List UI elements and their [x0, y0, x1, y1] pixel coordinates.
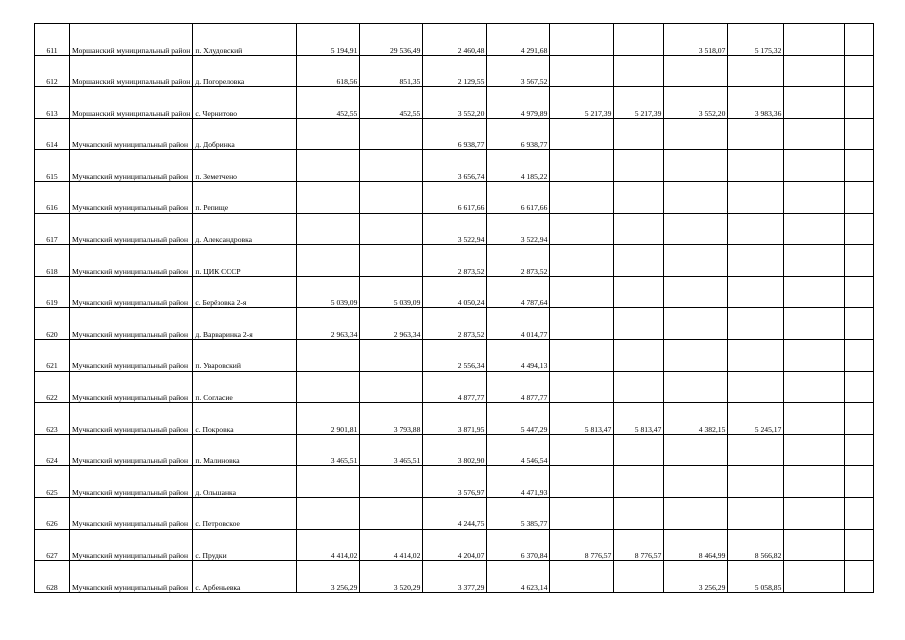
row-number-cell: 617: [35, 213, 70, 245]
value-cell: [664, 213, 728, 245]
value-cell: [664, 497, 728, 529]
value-cell: [297, 371, 360, 403]
value-cell: 3 567,52: [487, 55, 550, 87]
value-cell: [360, 466, 423, 498]
table-row: [35, 55, 874, 87]
value-cell: [728, 181, 784, 213]
table-row: [35, 245, 874, 277]
value-cell: [728, 371, 784, 403]
value-cell: 452,55: [297, 87, 360, 119]
value-cell: [784, 466, 845, 498]
settlement-cell: д. Александровка: [193, 213, 297, 245]
value-cell: [297, 466, 360, 498]
value-cell: [664, 150, 728, 182]
value-cell: [550, 213, 614, 245]
value-cell: 5 245,17: [728, 403, 784, 435]
value-cell: [297, 245, 360, 277]
value-cell: 4 291,68: [487, 24, 550, 56]
value-cell: [614, 466, 664, 498]
value-cell: 3 465,51: [360, 434, 423, 466]
value-cell: 4 050,24: [423, 276, 487, 308]
value-cell: [784, 213, 845, 245]
value-cell: [845, 339, 874, 371]
table-row: [35, 529, 874, 561]
row-number-cell: 623: [35, 403, 70, 435]
value-cell: 6 938,77: [487, 118, 550, 150]
value-cell: [614, 245, 664, 277]
value-cell: [664, 466, 728, 498]
value-cell: [360, 245, 423, 277]
settlement-cell: с. Покровка: [193, 403, 297, 435]
table-row: [35, 213, 874, 245]
value-cell: [550, 308, 614, 340]
value-cell: 4 204,07: [423, 529, 487, 561]
value-cell: 3 518,07: [664, 24, 728, 56]
value-cell: [614, 55, 664, 87]
row-number-cell: 611: [35, 24, 70, 56]
value-cell: 3 793,88: [360, 403, 423, 435]
value-cell: 29 536,49: [360, 24, 423, 56]
value-cell: [845, 308, 874, 340]
value-cell: [845, 466, 874, 498]
value-cell: [297, 150, 360, 182]
value-cell: [784, 308, 845, 340]
value-cell: 5 217,39: [614, 87, 664, 119]
value-cell: 6 370,84: [487, 529, 550, 561]
value-cell: [845, 181, 874, 213]
settlement-cell: п. Согласие: [193, 371, 297, 403]
value-cell: [360, 213, 423, 245]
value-cell: 5 447,29: [487, 403, 550, 435]
value-cell: 6 617,66: [423, 181, 487, 213]
value-cell: [664, 181, 728, 213]
value-cell: [360, 497, 423, 529]
value-cell: [845, 434, 874, 466]
value-cell: [614, 213, 664, 245]
value-cell: [784, 371, 845, 403]
value-cell: [360, 118, 423, 150]
district-cell: Мучкапский муниципальный район: [70, 181, 193, 213]
value-cell: 2 901,81: [297, 403, 360, 435]
district-cell: Мучкапский муниципальный район: [70, 213, 193, 245]
district-cell: Мучкапский муниципальный район: [70, 276, 193, 308]
value-cell: [614, 308, 664, 340]
value-cell: 3 983,36: [728, 87, 784, 119]
settlement-cell: п. Уваровский: [193, 339, 297, 371]
table-row: [35, 561, 874, 593]
value-cell: 618,56: [297, 55, 360, 87]
value-cell: 5 813,47: [614, 403, 664, 435]
value-cell: 2 963,34: [297, 308, 360, 340]
value-cell: 3 522,94: [423, 213, 487, 245]
value-cell: [297, 497, 360, 529]
district-cell: Мучкапский муниципальный район: [70, 561, 193, 593]
value-cell: [728, 497, 784, 529]
value-cell: 4 471,93: [487, 466, 550, 498]
value-cell: 4 014,77: [487, 308, 550, 340]
value-cell: 4 185,22: [487, 150, 550, 182]
value-cell: 5 058,85: [728, 561, 784, 593]
value-cell: [845, 118, 874, 150]
table-row: [35, 118, 874, 150]
value-cell: 2 873,52: [423, 308, 487, 340]
table-body: [35, 24, 874, 593]
value-cell: 3 656,74: [423, 150, 487, 182]
settlement-cell: с. Петровское: [193, 497, 297, 529]
value-cell: [728, 55, 784, 87]
table-row: [35, 403, 874, 435]
value-cell: [360, 371, 423, 403]
value-cell: 2 129,55: [423, 55, 487, 87]
value-cell: [614, 181, 664, 213]
value-cell: 4 623,14: [487, 561, 550, 593]
value-cell: [784, 87, 845, 119]
value-cell: [664, 339, 728, 371]
value-cell: [845, 55, 874, 87]
value-cell: 8 776,57: [550, 529, 614, 561]
row-number-cell: 628: [35, 561, 70, 593]
value-cell: 3 522,94: [487, 213, 550, 245]
value-cell: 3 871,95: [423, 403, 487, 435]
value-cell: 8 776,57: [614, 529, 664, 561]
value-cell: 4 244,75: [423, 497, 487, 529]
value-cell: [728, 245, 784, 277]
district-cell: Мучкапский муниципальный район: [70, 245, 193, 277]
value-cell: [845, 87, 874, 119]
table-row: [35, 276, 874, 308]
settlement-cell: с. Арбеньевка: [193, 561, 297, 593]
value-cell: [360, 150, 423, 182]
row-number-cell: 627: [35, 529, 70, 561]
value-cell: [614, 276, 664, 308]
value-cell: [614, 371, 664, 403]
value-cell: [845, 497, 874, 529]
value-cell: [297, 118, 360, 150]
value-cell: [360, 181, 423, 213]
value-cell: 5 813,47: [550, 403, 614, 435]
value-cell: [550, 245, 614, 277]
value-cell: [550, 371, 614, 403]
value-cell: 3 256,29: [297, 561, 360, 593]
value-cell: [845, 403, 874, 435]
value-cell: 6 617,66: [487, 181, 550, 213]
value-cell: [550, 434, 614, 466]
row-number-cell: 616: [35, 181, 70, 213]
value-cell: [845, 213, 874, 245]
table-row: [35, 339, 874, 371]
value-cell: [784, 403, 845, 435]
table-row: [35, 371, 874, 403]
value-cell: [728, 308, 784, 340]
district-cell: Мучкапский муниципальный район: [70, 371, 193, 403]
value-cell: 4 382,15: [664, 403, 728, 435]
row-number-cell: 613: [35, 87, 70, 119]
district-cell: Мучкапский муниципальный район: [70, 403, 193, 435]
settlement-cell: д. Варваринка 2-я: [193, 308, 297, 340]
value-cell: 3 552,20: [664, 87, 728, 119]
value-cell: [550, 181, 614, 213]
value-cell: [614, 150, 664, 182]
value-cell: [728, 276, 784, 308]
value-cell: 5 039,09: [360, 276, 423, 308]
value-cell: 2 460,48: [423, 24, 487, 56]
value-cell: 4 877,77: [423, 371, 487, 403]
value-cell: [360, 339, 423, 371]
value-cell: 8 566,82: [728, 529, 784, 561]
value-cell: [784, 497, 845, 529]
value-cell: 3 552,20: [423, 87, 487, 119]
value-cell: 4 877,77: [487, 371, 550, 403]
value-cell: [845, 245, 874, 277]
district-cell: Мучкапский муниципальный район: [70, 434, 193, 466]
district-cell: Мучкапский муниципальный район: [70, 529, 193, 561]
value-cell: [845, 371, 874, 403]
district-cell: Моршанский муниципальный район: [70, 24, 193, 56]
settlement-cell: с. Прудки: [193, 529, 297, 561]
row-number-cell: 612: [35, 55, 70, 87]
value-cell: [664, 118, 728, 150]
row-number-cell: 620: [35, 308, 70, 340]
value-cell: [550, 466, 614, 498]
table-row: [35, 150, 874, 182]
value-cell: [297, 213, 360, 245]
value-cell: [728, 339, 784, 371]
value-cell: 3 377,29: [423, 561, 487, 593]
value-cell: [550, 339, 614, 371]
value-cell: [784, 118, 845, 150]
value-cell: [728, 213, 784, 245]
value-cell: [845, 24, 874, 56]
value-cell: [550, 561, 614, 593]
table-row: [35, 434, 874, 466]
settlement-cell: д. Добринка: [193, 118, 297, 150]
district-cell: Моршанский муниципальный район: [70, 87, 193, 119]
value-cell: 4 494,13: [487, 339, 550, 371]
value-cell: [550, 276, 614, 308]
table-row: [35, 308, 874, 340]
value-cell: 5 194,91: [297, 24, 360, 56]
value-cell: [550, 150, 614, 182]
district-cell: Мучкапский муниципальный район: [70, 497, 193, 529]
settlement-cell: п. Земетчено: [193, 150, 297, 182]
value-cell: 4 414,02: [360, 529, 423, 561]
row-number-cell: 618: [35, 245, 70, 277]
value-cell: 2 556,34: [423, 339, 487, 371]
value-cell: [728, 118, 784, 150]
value-cell: 5 385,77: [487, 497, 550, 529]
value-cell: [664, 245, 728, 277]
value-cell: 2 873,52: [487, 245, 550, 277]
value-cell: [664, 308, 728, 340]
value-cell: [664, 434, 728, 466]
settlement-cell: п. Репище: [193, 181, 297, 213]
value-cell: 3 256,29: [664, 561, 728, 593]
value-cell: [728, 150, 784, 182]
value-cell: [550, 55, 614, 87]
table-row: [35, 497, 874, 529]
value-cell: 3 576,97: [423, 466, 487, 498]
tariff-table: [34, 23, 874, 593]
district-cell: Мучкапский муниципальный район: [70, 150, 193, 182]
value-cell: [784, 150, 845, 182]
row-number-cell: 622: [35, 371, 70, 403]
row-number-cell: 625: [35, 466, 70, 498]
table-row: [35, 87, 874, 119]
value-cell: [784, 55, 845, 87]
value-cell: [614, 561, 664, 593]
settlement-cell: с. Берёзовка 2-я: [193, 276, 297, 308]
value-cell: [614, 497, 664, 529]
value-cell: [728, 466, 784, 498]
value-cell: [784, 276, 845, 308]
value-cell: 4 414,02: [297, 529, 360, 561]
value-cell: [664, 371, 728, 403]
value-cell: [297, 339, 360, 371]
value-cell: [614, 24, 664, 56]
value-cell: [845, 150, 874, 182]
row-number-cell: 619: [35, 276, 70, 308]
value-cell: [550, 497, 614, 529]
settlement-cell: п. Малиновка: [193, 434, 297, 466]
value-cell: [784, 24, 845, 56]
value-cell: [550, 24, 614, 56]
value-cell: [297, 181, 360, 213]
value-cell: 3 520,29: [360, 561, 423, 593]
value-cell: 4 546,54: [487, 434, 550, 466]
district-cell: Мучкапский муниципальный район: [70, 466, 193, 498]
row-number-cell: 624: [35, 434, 70, 466]
district-cell: Мучкапский муниципальный район: [70, 339, 193, 371]
table-row: [35, 24, 874, 56]
row-number-cell: 615: [35, 150, 70, 182]
value-cell: 3 465,51: [297, 434, 360, 466]
value-cell: 4 787,64: [487, 276, 550, 308]
value-cell: [550, 118, 614, 150]
value-cell: [614, 434, 664, 466]
value-cell: [784, 339, 845, 371]
value-cell: [784, 561, 845, 593]
district-cell: Моршанский муниципальный район: [70, 55, 193, 87]
settlement-cell: д. Ольшанка: [193, 466, 297, 498]
table-row: [35, 181, 874, 213]
value-cell: 5 217,39: [550, 87, 614, 119]
value-cell: [784, 181, 845, 213]
settlement-cell: с. Чернитово: [193, 87, 297, 119]
value-cell: [845, 276, 874, 308]
value-cell: [784, 434, 845, 466]
settlement-cell: п. Хлудовский: [193, 24, 297, 56]
value-cell: 2 963,34: [360, 308, 423, 340]
value-cell: [614, 118, 664, 150]
value-cell: 5 039,09: [297, 276, 360, 308]
value-cell: [845, 529, 874, 561]
settlement-cell: д. Погореловка: [193, 55, 297, 87]
value-cell: [664, 55, 728, 87]
value-cell: 452,55: [360, 87, 423, 119]
row-number-cell: 614: [35, 118, 70, 150]
value-cell: [664, 276, 728, 308]
value-cell: [845, 561, 874, 593]
row-number-cell: 621: [35, 339, 70, 371]
row-number-cell: 626: [35, 497, 70, 529]
value-cell: 6 938,77: [423, 118, 487, 150]
value-cell: 851,35: [360, 55, 423, 87]
value-cell: [614, 339, 664, 371]
district-cell: Мучкапский муниципальный район: [70, 308, 193, 340]
value-cell: 2 873,52: [423, 245, 487, 277]
value-cell: [784, 529, 845, 561]
value-cell: [784, 245, 845, 277]
value-cell: 8 464,99: [664, 529, 728, 561]
district-cell: Мучкапский муниципальный район: [70, 118, 193, 150]
value-cell: 3 802,90: [423, 434, 487, 466]
value-cell: [728, 434, 784, 466]
settlement-cell: п. ЦИК СССР: [193, 245, 297, 277]
value-cell: 4 979,89: [487, 87, 550, 119]
table-row: [35, 466, 874, 498]
value-cell: 5 175,32: [728, 24, 784, 56]
